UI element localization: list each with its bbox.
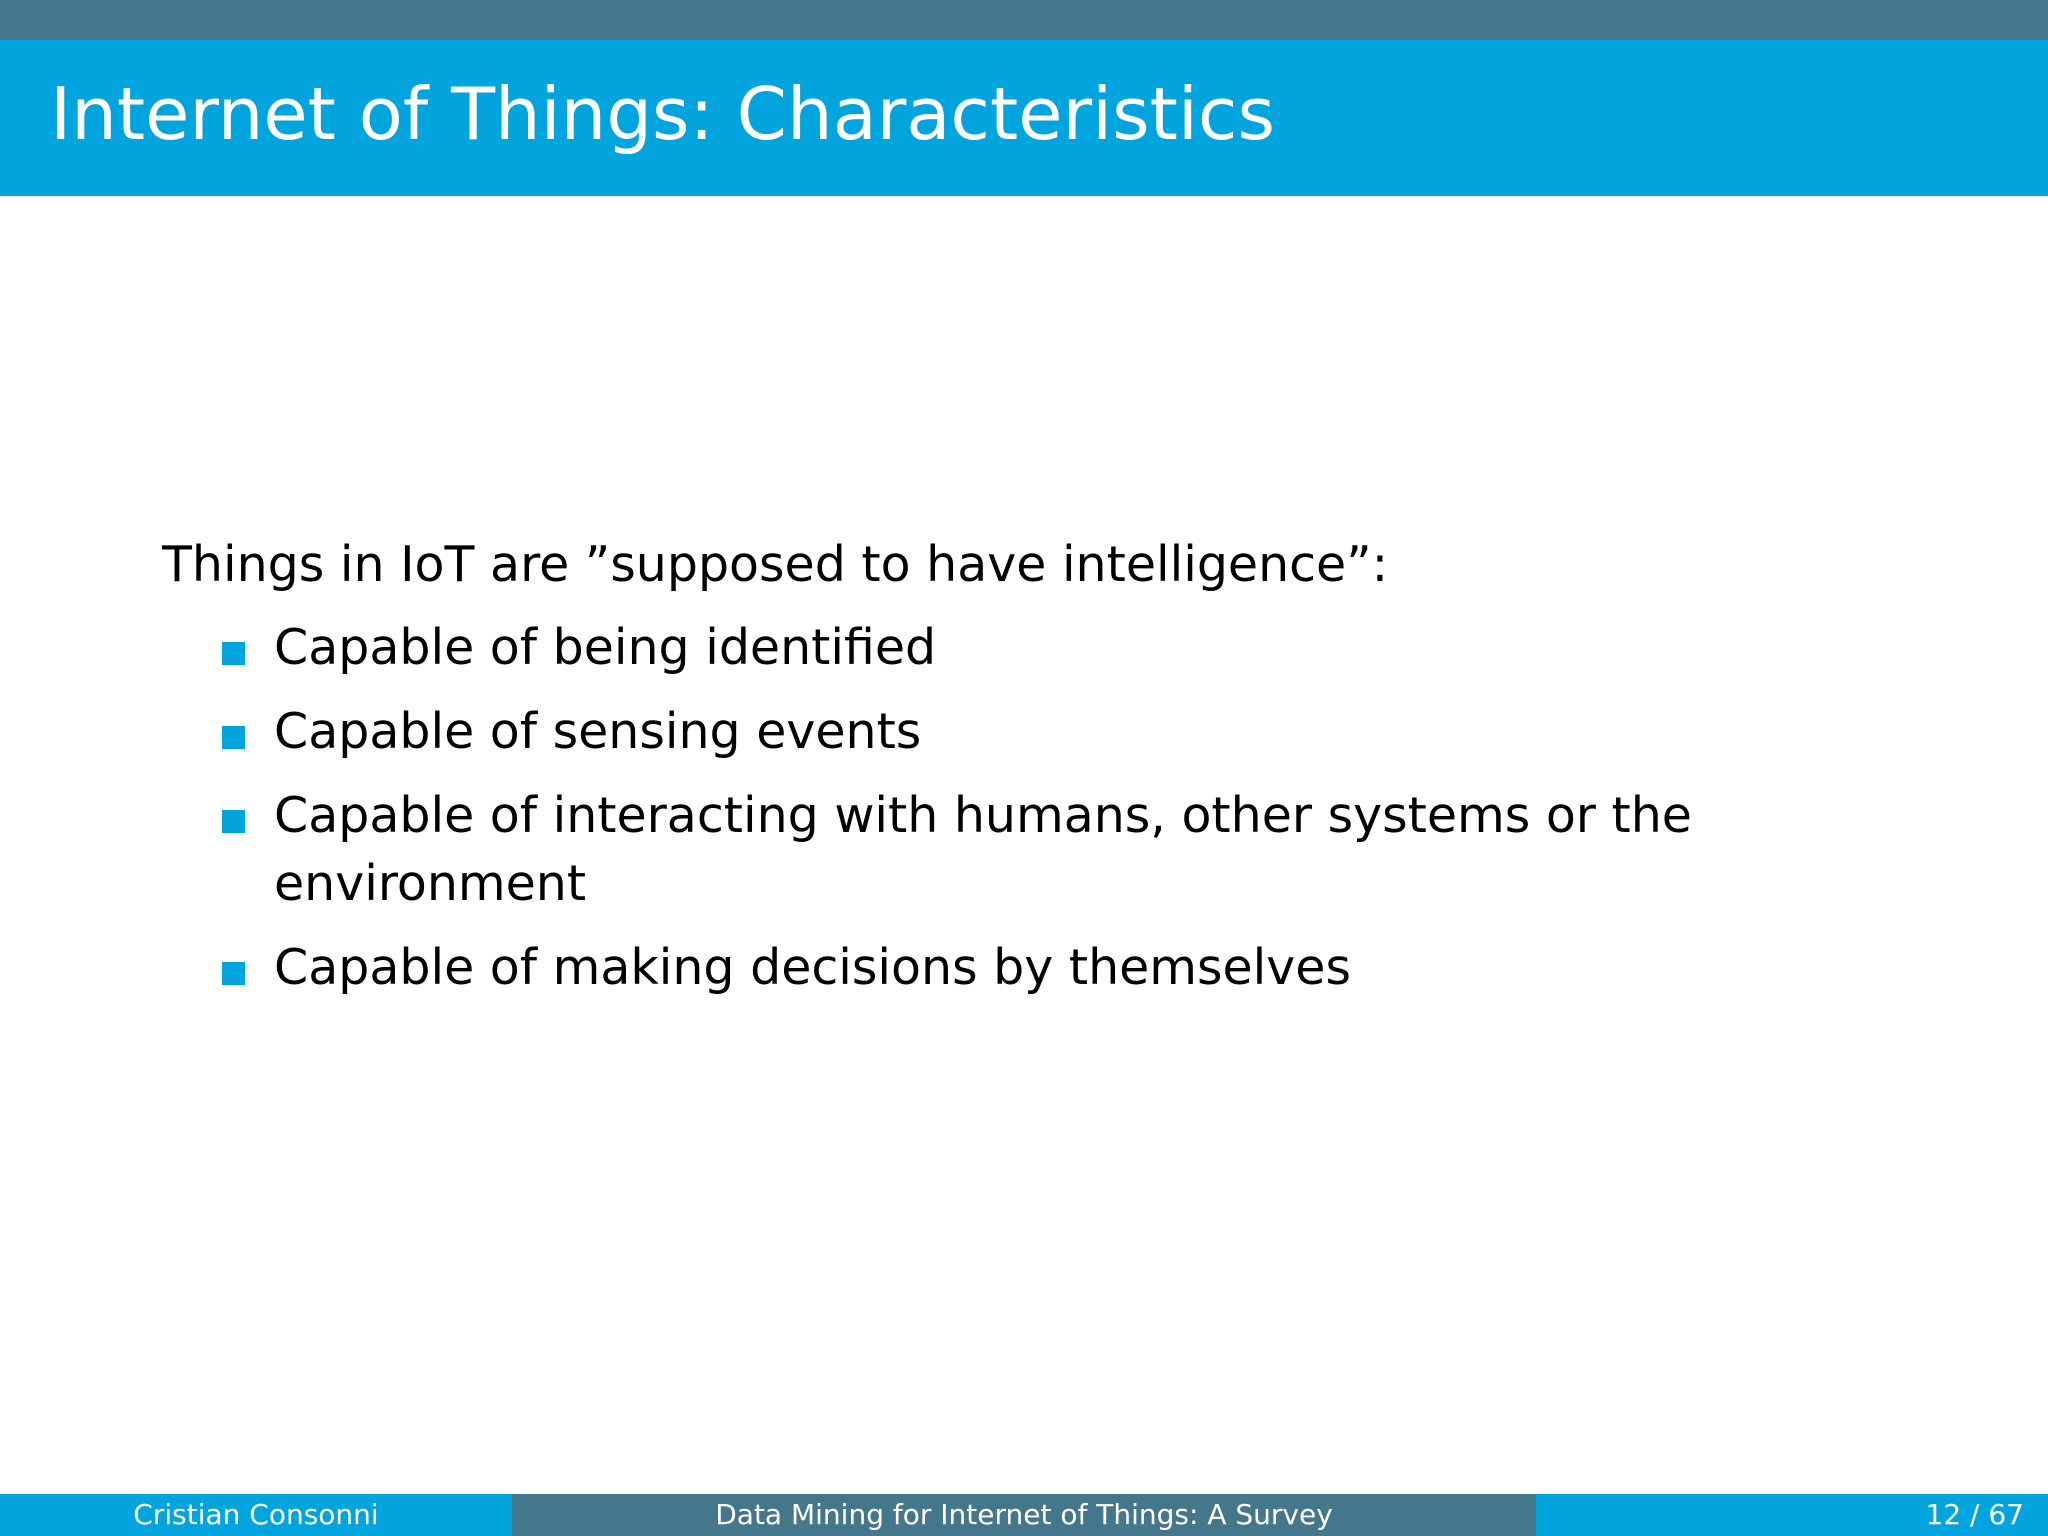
square-bullet-icon <box>222 726 245 749</box>
bullet-item <box>162 934 1834 1002</box>
bullet-item <box>162 614 1834 682</box>
bullet-text: Capable of interacting with humans, other systems or the environment <box>274 787 1692 912</box>
square-bullet-icon <box>222 642 245 665</box>
footer-bar <box>0 1494 2048 1536</box>
top-header-strip <box>0 0 2048 40</box>
bullet-text: Capable of being identified <box>274 619 937 676</box>
bullet-item <box>162 782 1834 918</box>
intro-text: Things in IoT are ”supposed to have intelligence”: <box>162 536 1389 593</box>
bullet-list <box>162 614 1922 1002</box>
square-bullet-icon <box>222 962 245 985</box>
bullet-item <box>162 698 1834 766</box>
bullet-text: Capable of making decisions by themselves <box>274 939 1351 996</box>
footer-presentation-title: Data Mining for Internet of Things: A Survey <box>512 1494 1536 1536</box>
footer-page-indicator: 12 / 67 <box>1536 1494 2048 1536</box>
slide-title: Internet of Things: Characteristics <box>50 72 1275 156</box>
slide-content <box>162 532 1922 1018</box>
footer-author: Cristian Consonni <box>0 1494 512 1536</box>
bullet-text: Capable of sensing events <box>274 703 922 760</box>
square-bullet-icon <box>222 810 245 833</box>
